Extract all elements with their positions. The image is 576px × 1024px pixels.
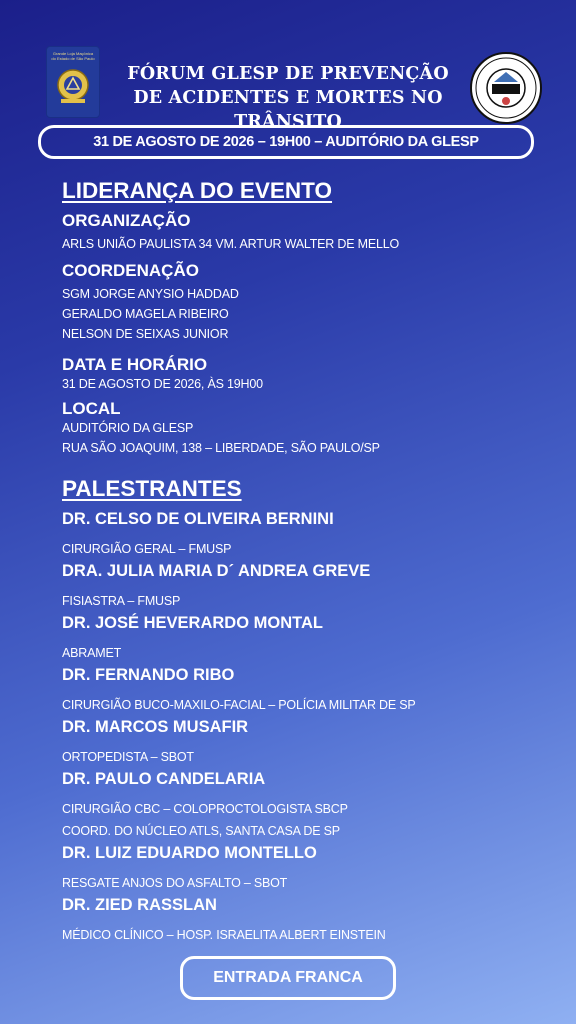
list-item <box>62 560 532 612</box>
speaker-name: DRA. JULIA MARIA D´ ANDREA GREVE <box>62 562 371 580</box>
date-label: DATA E HORÁRIO <box>62 355 208 374</box>
speaker-role: RESGATE ANJOS DO ASFALTO – SBOT <box>62 876 288 890</box>
speaker-role: CIRURGIÃO BUCO-MAXILO-FACIAL – POLÍCIA MILITAR DE SP <box>62 698 416 712</box>
speaker-role: ABRAMET <box>62 646 122 660</box>
list-item <box>62 768 532 842</box>
speaker-role: ORTOPEDISTA – SBOT <box>62 750 194 764</box>
main-content <box>62 176 532 946</box>
coordinator-3: NELSON DE SEIXAS JUNIOR <box>62 327 229 341</box>
list-item <box>62 716 532 768</box>
list-item <box>62 508 532 560</box>
speaker-role: FISIASTRA – FMUSP <box>62 594 181 608</box>
date-banner: 31 DE AGOSTO DE 2026 – 19H00 – AUDITÓRIO DA GLESP <box>38 125 534 159</box>
place-line-1: AUDITÓRIO DA GLESP <box>62 421 194 435</box>
speaker-name: DR. CELSO DE OLIVEIRA BERNINI <box>62 510 334 528</box>
speaker-role: CIRURGIÃO CBC – COLOPROCTOLOGISTA SBCP <box>62 802 348 816</box>
speaker-name: DR. MARCOS MUSAFIR <box>62 718 249 736</box>
page-title <box>100 62 476 134</box>
glesp-logo <box>46 46 100 118</box>
leadership-title: LIDERANÇA DO EVENTO <box>62 178 333 203</box>
organization-value: ARLS UNIÃO PAULISTA 34 VM. ARTUR WALTER DE MELLO <box>62 237 400 251</box>
speaker-name: DR. ZIED RASSLAN <box>62 896 217 914</box>
speaker-role: CIRURGIÃO GERAL – FMUSP <box>62 542 232 556</box>
glesp-logo-text: Grande Loja Maçônica do Estado de São Paulo <box>51 51 95 61</box>
speaker-name: DR. PAULO CANDELARIA <box>62 770 266 788</box>
glesp-emblem-icon <box>55 65 91 105</box>
free-entry-button[interactable]: ENTRADA FRANCA <box>180 956 396 1000</box>
speaker-name: DR. JOSÉ HEVERARDO MONTAL <box>62 614 323 632</box>
coordination-label: COORDENAÇÃO <box>62 261 199 280</box>
list-item <box>62 894 532 946</box>
speaker-role: MÉDICO CLÍNICO – HOSP. ISRAELITA ALBERT EINSTEIN <box>62 928 386 942</box>
list-item <box>62 612 532 664</box>
list-item <box>62 842 532 894</box>
speakers-title: PALESTRANTES <box>62 476 242 501</box>
speaker-name: DR. LUIZ EDUARDO MONTELLO <box>62 844 317 862</box>
title-line-2: DE ACIDENTES E MORTES NO TRÂNSITO <box>133 88 443 132</box>
list-item <box>62 664 532 716</box>
place-line-2: RUA SÃO JOAQUIM, 138 – LIBERDADE, SÃO PAULO/SP <box>62 441 380 455</box>
speakers-list <box>62 508 532 946</box>
place-label: LOCAL <box>62 399 121 418</box>
coordinator-2: GERALDO MAGELA RIBEIRO <box>62 307 229 321</box>
coordinator-1: SGM JORGE ANYSIO HADDAD <box>62 287 239 301</box>
lodge-seal-icon <box>472 54 540 122</box>
date-value: 31 DE AGOSTO DE 2026, ÀS 19H00 <box>62 377 263 391</box>
lodge-seal <box>470 52 542 124</box>
speaker-name: DR. FERNANDO RIBO <box>62 666 235 684</box>
speaker-role: COORD. DO NÚCLEO ATLS, SANTA CASA DE SP <box>62 824 340 838</box>
organization-label: ORGANIZAÇÃO <box>62 211 191 230</box>
title-line-1: FÓRUM GLESP DE PREVENÇÃO <box>127 64 449 84</box>
